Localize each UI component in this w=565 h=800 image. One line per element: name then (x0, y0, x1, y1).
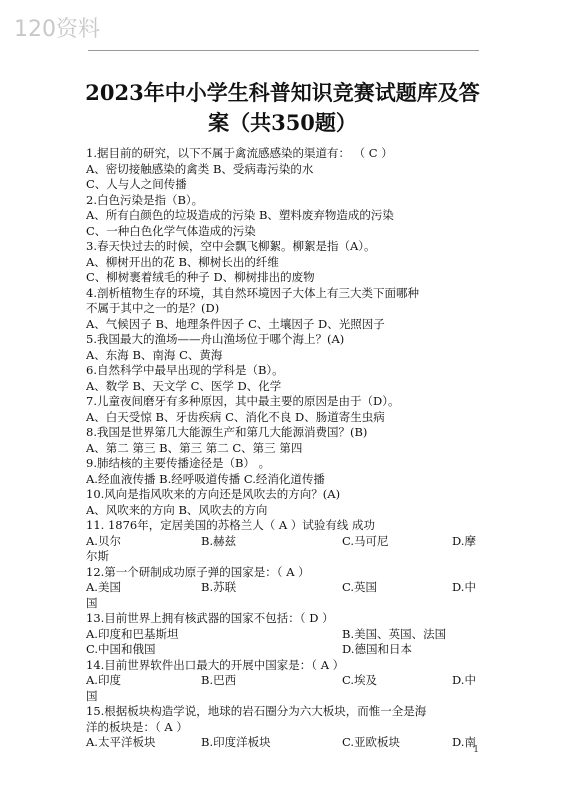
text-line: 2.白色污染是指（B）。 (86, 192, 204, 207)
option: C.英国 (342, 580, 378, 594)
option: B.苏联 (201, 580, 237, 594)
option: A.美国 (86, 580, 121, 594)
text-line: C、柳树裹着绒毛的种子 D、柳树排出的废物 (86, 270, 315, 284)
option: C.亚欧板块 (342, 735, 401, 749)
page-number: 1 (473, 745, 479, 755)
text-line: C、一种白色化学气体造成的污染 (86, 223, 256, 238)
option: A.贝尔 (86, 533, 121, 548)
text-line: A、气候因子 B、地理条件因子 C、土壤因子 D、光照因子 (86, 316, 385, 331)
question-15-stem: 15.根据板块构造学说，地球的岩石圈分为六大板块，而惟一全是海 (86, 704, 427, 718)
option: D.摩 (452, 533, 476, 548)
question-12-options (86, 580, 479, 596)
header-divider (88, 50, 479, 51)
text-line: 尔斯 (86, 549, 109, 563)
text-line: A、风吹来的方向 B、风吹去的方向 (86, 502, 268, 517)
question-13-options-row2 (86, 642, 479, 658)
option: B.印度洋板块 (201, 735, 271, 749)
option: A.太平洋板块 (86, 735, 156, 749)
text-line: 5.我国最大的渔场——舟山渔场位于哪个海上？(A) (86, 332, 345, 346)
text-line: 4.剖析植物生存的环境，其自然环境因子大体上有三大类下面哪种 (86, 285, 419, 300)
text-line: A、第二 第三 B、第三 第二 C、第三 第四 (86, 440, 303, 455)
text-line: C、人与人之间传播 (86, 177, 187, 191)
option: A.印度和巴基斯坦 (86, 626, 179, 641)
question-14-options (86, 673, 479, 689)
option: C.中国和俄国 (86, 642, 156, 656)
option: B.赫兹 (201, 533, 237, 548)
text-line: 8.我国是世界第几大能源生产和第几大能源消费国？(B) (86, 425, 368, 439)
text-line: 6.自然科学中最早出现的学科是（B）。 (86, 363, 284, 377)
text-line: A、柳树开出的花 B、柳树长出的纤维 (86, 254, 279, 269)
text-line: 7.儿童夜间磨牙有多种原因，其中最主要的原因是由于（D）。 (86, 394, 400, 408)
option: D.中 (452, 673, 476, 687)
question-13-options-row1 (86, 627, 479, 643)
text-line: A、密切接触感染的禽类 B、受病毒污染的水 (86, 161, 314, 176)
option: A.印度 (86, 673, 121, 687)
option: B.美国、英国、法国 (342, 626, 447, 641)
text-line: A、白天受惊 B、牙齿疾病 C、消化不良 D、肠道寄生虫病 (86, 409, 385, 424)
option: D.南 (452, 735, 476, 749)
option: D.中 (452, 580, 476, 594)
question-list (86, 146, 479, 751)
page-title (60, 78, 505, 138)
title-line-2: 案（共350题） (208, 110, 357, 135)
question-12-stem: 12.第一个研制成功原子弹的国家是：（ A ） (86, 564, 310, 579)
text-line: 3.春天快过去的时候，空中会飘飞柳絮。柳絮是指（A）。 (86, 239, 376, 253)
option: C.马可尼 (342, 533, 389, 548)
text-line: A、东海 B、南海 C、黄海 (86, 347, 223, 362)
question-11-stem: 11. 1876年，定居美国的苏格兰人（ A ）试验有线 成功 (86, 518, 375, 532)
text-line: A.经血液传播 B.经呼吸道传播 C.经消化道传播 (86, 471, 325, 486)
option: D.德国和日本 (342, 642, 412, 656)
watermark-logo: 120资料 (14, 17, 100, 42)
text-line: 不属于其中之一的是？(D) (86, 301, 220, 315)
text-line: 10.风向是指风吹来的方向还是风吹去的方向？(A) (86, 487, 341, 501)
question-11-options (86, 534, 479, 550)
text-line: 1.据目前的研究，以下不属于禽流感感染的渠道有： （ C ） (86, 146, 393, 160)
question-15-stem-cont: 洋的板块是：（ A ） (86, 719, 188, 734)
option: C.埃及 (342, 673, 378, 687)
text-line: 国 (86, 688, 98, 703)
question-14-stem: 14.目前世界软件出口最大的开展中国家是：（ A ） (86, 657, 345, 672)
text-line: 9.肺结核的主要传播途径是（B） 。 (86, 456, 271, 470)
option: B.巴西 (201, 673, 237, 687)
text-line: A、数学 B、天文学 C、医学 D、化学 (86, 378, 282, 393)
question-13-stem: 13.目前世界上拥有核武器的国家不包括：（ D ） (86, 611, 334, 625)
text-line: A、所有白颜色的垃圾造成的污染 B、塑料废弃物造成的污染 (86, 208, 394, 222)
question-15-options (86, 735, 479, 751)
title-line-1: 2023年中小学生科普知识竞赛试题库及答 (85, 80, 480, 105)
text-line: 国 (86, 595, 98, 610)
